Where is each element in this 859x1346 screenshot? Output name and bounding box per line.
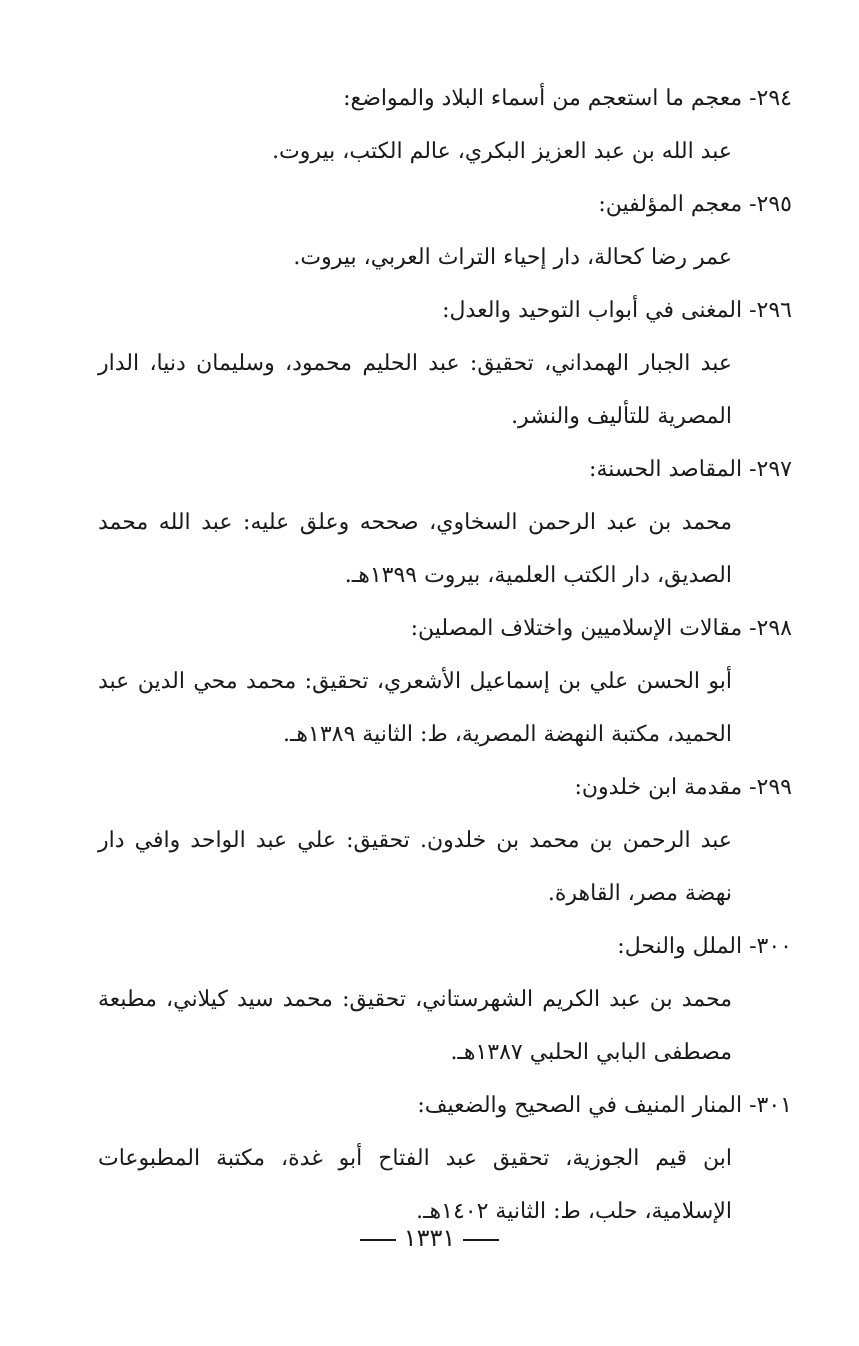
- entry-300: [98, 920, 792, 1079]
- entry-citation: أبو الحسن علي بن إسماعيل الأشعري، تحقيق: محمد محي الدين عبد الحميد، مكتبة النهضة المصرية، ط: الثانية ١٣٨٩هـ.: [98, 669, 732, 747]
- entry-294: [98, 72, 792, 178]
- entry-citation: عبد الله بن عبد العزيز البكري، عالم الكتب، بيروت.: [272, 139, 732, 164]
- page-number: ١٣٣١: [403, 1224, 456, 1252]
- entry-297: [98, 443, 792, 602]
- entry-298: [98, 602, 792, 761]
- entry-citation: محمد بن عبد الكريم الشهرستاني، تحقيق: محمد سيد كيلاني، مطبعة مصطفى البابي الحلبي ١٣٨٧هـ.: [98, 987, 732, 1065]
- entry-citation: عبد الجبار الهمداني، تحقيق: عبد الحليم محمود، وسليمان دنيا، الدار المصرية للتأليف والنشر.: [98, 351, 732, 429]
- footer-dash-left: [360, 1239, 396, 1241]
- entry-title: ٢٩٩- مقدمة ابن خلدون:: [574, 775, 792, 800]
- entry-citation: عمر رضا كحالة، دار إحياء التراث العربي، بيروت.: [293, 245, 732, 270]
- entry-citation: عبد الرحمن بن محمد بن خلدون. تحقيق: علي عبد الواحد وافي دار نهضة مصر، القاهرة.: [98, 828, 732, 906]
- entry-citation: محمد بن عبد الرحمن السخاوي، صححه وعلق عليه: عبد الله محمد الصديق، دار الكتب العلمية، بيروت ١٣٩٩هـ.: [98, 510, 732, 588]
- footer-dash-right: [463, 1239, 499, 1241]
- entry-title: ٣٠٠- الملل والنحل:: [617, 934, 792, 959]
- entry-title: ٢٩٨- مقالات الإسلاميين واختلاف المصلين:: [410, 616, 792, 641]
- entry-299: [98, 761, 792, 920]
- entry-title: ٢٩٦- المغنى في أبواب التوحيد والعدل:: [442, 298, 792, 323]
- entry-296: [98, 284, 792, 443]
- entry-title: ٢٩٥- معجم المؤلفين:: [598, 192, 792, 217]
- entry-title: ٢٩٤- معجم ما استعجم من أسماء البلاد والمواضع:: [343, 86, 792, 111]
- entry-title: ٢٩٧- المقاصد الحسنة:: [589, 457, 792, 482]
- entry-title: ٣٠١- المنار المنيف في الصحيح والضعيف:: [417, 1093, 792, 1118]
- page-number-footer: [0, 1224, 859, 1252]
- entry-295: [98, 178, 792, 284]
- entry-citation: ابن قيم الجوزية، تحقيق عبد الفتاح أبو غدة، مكتبة المطبوعات الإسلامية، حلب، ط: الثانية ١٤٠٢هـ.: [98, 1146, 732, 1224]
- entry-301: [98, 1079, 792, 1238]
